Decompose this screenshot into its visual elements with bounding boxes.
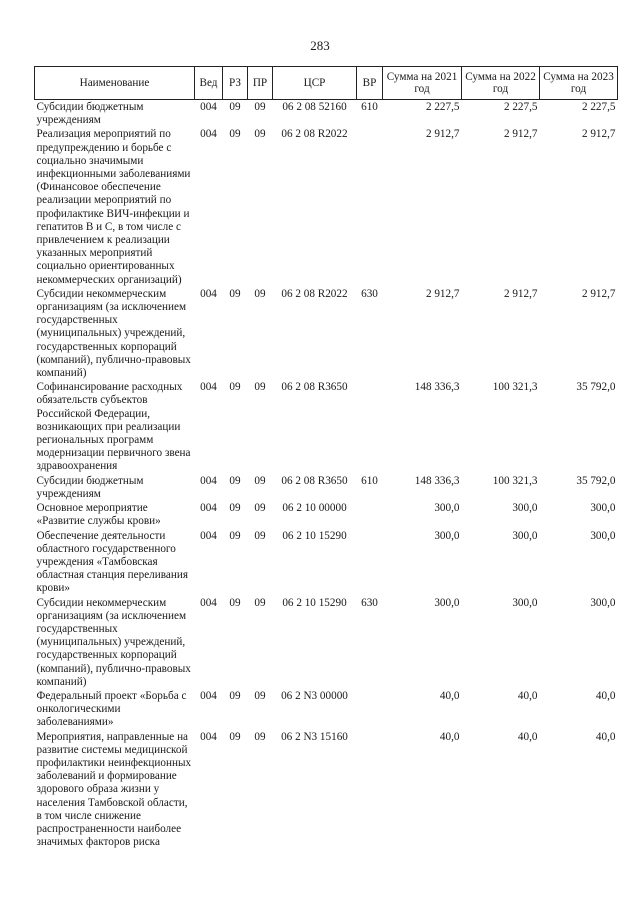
row-sum-2021: 148 336,3 bbox=[414, 381, 460, 394]
row-csr: 06 2 N3 15160 bbox=[281, 730, 348, 743]
row-sum-2022: 300,0 bbox=[512, 502, 538, 515]
row-ved: 004 bbox=[200, 474, 217, 487]
row-ved: 004 bbox=[200, 529, 217, 542]
row-sum-2023: 35 792,0 bbox=[576, 474, 616, 487]
row-name: Субсидии некоммерческим организациям (за исключением государственных (муниципальных) учреждений, государственных корпораций (компаний), публично-правовых компаний) bbox=[36, 287, 191, 380]
row-sum-2021: 40,0 bbox=[439, 689, 460, 702]
row-sum-2023: 300,0 bbox=[590, 596, 616, 609]
row-ved: 004 bbox=[200, 596, 217, 609]
row-vr bbox=[357, 127, 383, 286]
row-sum-2021: 300,0 bbox=[434, 529, 460, 542]
row-csr: 06 2 08 R2022 bbox=[281, 287, 348, 300]
row-sum-2022: 2 912,7 bbox=[503, 287, 538, 300]
row-sum-2021: 148 336,3 bbox=[414, 474, 460, 487]
row-vr bbox=[357, 529, 383, 596]
row-name: Софинансирование расходных обязательств субъектов Российской Федерации, возникающих при реализации региональных программ модернизации первичного звена здравоохранения bbox=[36, 381, 191, 473]
row-rz: 09 bbox=[229, 381, 241, 394]
row-pr: 09 bbox=[254, 529, 266, 542]
row-rz: 09 bbox=[229, 101, 241, 113]
row-sum-2023: 300,0 bbox=[590, 529, 616, 542]
row-name: Реализация мероприятий по предупреждению и борьбе с социально значимыми инфекционными заболеваниями (Финансовое обеспечение реализации мероприятий по профилактике ВИЧ-инфекции и гепатитов В и С, в том числе с привлечением к реализации указанных мероприятий социально ориентированных некоммерческих организаций) bbox=[36, 128, 191, 286]
row-ved: 004 bbox=[200, 287, 217, 300]
row-sum-2022: 300,0 bbox=[512, 529, 538, 542]
row-csr: 06 2 08 R3650 bbox=[281, 474, 348, 487]
row-pr: 09 bbox=[254, 381, 266, 394]
row-ved: 004 bbox=[200, 730, 217, 743]
row-vr: 610 bbox=[361, 474, 378, 487]
row-rz: 09 bbox=[229, 689, 241, 702]
row-rz: 09 bbox=[229, 287, 241, 300]
row-vr: 610 bbox=[361, 101, 378, 113]
row-name: Федеральный проект «Борьба с онкологическими заболеваниями» bbox=[36, 689, 187, 729]
row-rz: 09 bbox=[229, 596, 241, 609]
table-row bbox=[35, 529, 618, 596]
table-row bbox=[35, 287, 618, 380]
row-rz: 09 bbox=[229, 502, 241, 515]
table-row bbox=[35, 474, 618, 501]
header-rz: РЗ bbox=[223, 67, 248, 100]
table-row bbox=[35, 100, 618, 128]
row-vr bbox=[357, 380, 383, 473]
row-ved: 004 bbox=[200, 381, 217, 394]
header-ved: Вед bbox=[195, 67, 223, 100]
row-rz: 09 bbox=[229, 128, 241, 141]
row-pr: 09 bbox=[254, 502, 266, 515]
row-ved: 004 bbox=[200, 502, 217, 515]
row-name: Основное мероприятие «Развитие службы крови» bbox=[36, 502, 161, 528]
row-sum-2022: 2 912,7 bbox=[503, 128, 538, 141]
table-row bbox=[35, 689, 618, 730]
row-ved: 004 bbox=[200, 128, 217, 141]
row-name: Субсидии некоммерческим организациям (за исключением государственных (муниципальных) учреждений, государственных корпораций (компаний), публично-правовых компаний) bbox=[36, 596, 191, 688]
row-sum-2021: 2 912,7 bbox=[425, 287, 460, 300]
table-row bbox=[35, 501, 618, 528]
row-csr: 06 2 08 R2022 bbox=[281, 128, 348, 141]
row-csr: 06 2 N3 00000 bbox=[281, 689, 348, 702]
header-pr: ПР bbox=[248, 67, 273, 100]
row-vr bbox=[357, 730, 383, 850]
row-sum-2022: 100 321,3 bbox=[492, 381, 538, 394]
row-sum-2023: 40,0 bbox=[595, 689, 616, 702]
row-pr: 09 bbox=[254, 730, 266, 743]
header-vr: ВР bbox=[357, 67, 383, 100]
table-row bbox=[35, 380, 618, 473]
header-sum-2022: Сумма на 2022 год bbox=[462, 67, 540, 100]
table-row bbox=[35, 596, 618, 689]
row-rz: 09 bbox=[229, 730, 241, 743]
row-sum-2023: 2 912,7 bbox=[581, 128, 616, 141]
header-sum-2023: Сумма на 2023 год bbox=[540, 67, 618, 100]
row-sum-2022: 40,0 bbox=[517, 730, 538, 743]
header-name: Наименование bbox=[35, 67, 195, 100]
row-sum-2022: 40,0 bbox=[517, 689, 538, 702]
row-csr: 06 2 10 00000 bbox=[282, 502, 347, 515]
table-header-row bbox=[35, 67, 618, 100]
row-sum-2022: 300,0 bbox=[512, 596, 538, 609]
row-name: Субсидии бюджетным учреждениям bbox=[36, 474, 144, 500]
row-vr bbox=[357, 689, 383, 730]
budget-table bbox=[34, 66, 618, 849]
row-sum-2023: 2 227,5 bbox=[581, 101, 616, 113]
row-vr bbox=[357, 501, 383, 528]
page-number: 283 bbox=[310, 38, 330, 53]
row-sum-2021: 40,0 bbox=[439, 730, 460, 743]
row-sum-2021: 2 912,7 bbox=[425, 128, 460, 141]
row-ved: 004 bbox=[200, 101, 217, 113]
row-name: Мероприятия, направленные на развитие системы медицинской профилактики неинфекционных заболеваний и формирование здорового образа жизни у населения Тамбовской области, в том числе снижение распространенности наиболее значимых факторов риска bbox=[36, 730, 192, 849]
row-name: Субсидии бюджетным учреждениям bbox=[36, 101, 144, 127]
row-sum-2021: 300,0 bbox=[434, 502, 460, 515]
table-row bbox=[35, 730, 618, 850]
row-sum-2023: 300,0 bbox=[590, 502, 616, 515]
row-sum-2022: 100 321,3 bbox=[492, 474, 538, 487]
table-row bbox=[35, 127, 618, 286]
row-sum-2023: 2 912,7 bbox=[581, 287, 616, 300]
row-rz: 09 bbox=[229, 474, 241, 487]
row-vr: 630 bbox=[361, 287, 378, 300]
row-sum-2021: 2 227,5 bbox=[425, 101, 460, 113]
row-vr: 630 bbox=[361, 596, 378, 609]
row-pr: 09 bbox=[254, 596, 266, 609]
row-csr: 06 2 10 15290 bbox=[282, 596, 347, 609]
header-csr: ЦСР bbox=[273, 67, 357, 100]
row-csr: 06 2 10 15290 bbox=[282, 529, 347, 542]
row-pr: 09 bbox=[254, 287, 266, 300]
row-sum-2023: 40,0 bbox=[595, 730, 616, 743]
row-csr: 06 2 08 R3650 bbox=[281, 381, 348, 394]
row-name: Обеспечение деятельности областного государственного учреждения «Тамбовская областная станция переливания крови» bbox=[36, 529, 188, 595]
row-sum-2021: 300,0 bbox=[434, 596, 460, 609]
row-ved: 004 bbox=[200, 689, 217, 702]
row-pr: 09 bbox=[254, 689, 266, 702]
row-rz: 09 bbox=[229, 529, 241, 542]
row-pr: 09 bbox=[254, 474, 266, 487]
header-sum-2021: Сумма на 2021 год bbox=[383, 67, 462, 100]
row-pr: 09 bbox=[254, 128, 266, 141]
row-sum-2023: 35 792,0 bbox=[576, 381, 616, 394]
row-csr: 06 2 08 52160 bbox=[282, 101, 347, 113]
row-pr: 09 bbox=[254, 101, 266, 113]
row-sum-2022: 2 227,5 bbox=[503, 101, 538, 113]
